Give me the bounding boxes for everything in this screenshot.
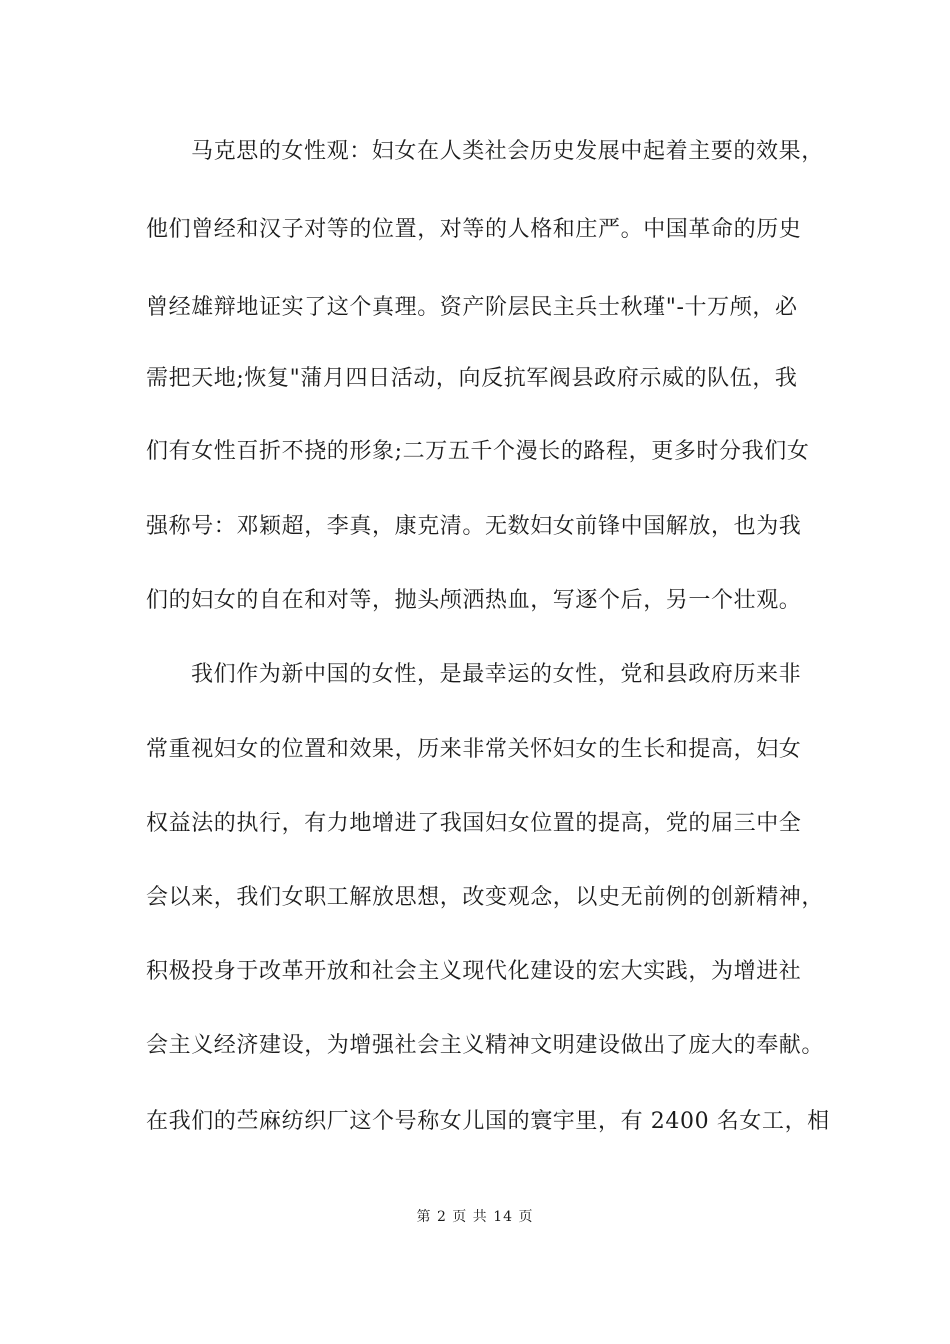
paragraph-1-line-7: 们的妇女的自在和对等，抛头颅洒热血，写逐个后，另一个壮观。	[146, 588, 802, 613]
paragraph-1-line-5: 们有女性百折不挠的形象;二万五千个漫长的路程，更多时分我们女	[146, 439, 810, 464]
paragraph-2-line-1: 我们作为新中国的女性，是最幸运的女性，党和县政府历来非	[191, 662, 802, 687]
paragraph-1-line-1: 马克思的女性观：妇女在人类社会历史发展中起着主要的效果，	[191, 139, 824, 164]
paragraph-1-line-2: 他们曾经和汉子对等的位置，对等的人格和庄严。中国革命的历史	[146, 217, 802, 242]
paragraph-1-line-6: 强称号：邓颖超，李真，康克清。无数妇女前锋中国解放，也为我	[146, 514, 802, 539]
paragraph-2-line-5: 积极投身于改革开放和社会主义现代化建设的宏大实践，为增进社	[146, 959, 802, 984]
paragraph-2-line-7: 在我们的苎麻纺织厂这个号称女儿国的寰宇里，有 2400 名女工，相	[146, 1109, 830, 1134]
paragraph-1-line-3: 曾经雄辩地证实了这个真理。资产阶层民主兵士秋瑾"-十万颅，必	[146, 295, 798, 320]
paragraph-2-line-4: 会以来，我们女职工解放思想，改变观念，以史无前例的创新精神，	[146, 885, 825, 910]
page-number-footer: 第 2 页 共 14 页	[416, 1209, 534, 1225]
paragraph-2-line-3: 权益法的执行，有力地增进了我国妇女位置的提高，党的届三中全	[146, 811, 802, 836]
paragraph-2-line-6: 会主义经济建设，为增强社会主义精神文明建设做出了庞大的奉献。	[146, 1033, 825, 1058]
paragraph-2-line-2: 常重视妇女的位置和效果，历来非常关怀妇女的生长和提高，妇女	[146, 737, 802, 762]
paragraph-1-line-4: 需把天地;恢复"蒲月四日活动，向反抗军阀县政府示威的队伍，我	[146, 366, 798, 391]
